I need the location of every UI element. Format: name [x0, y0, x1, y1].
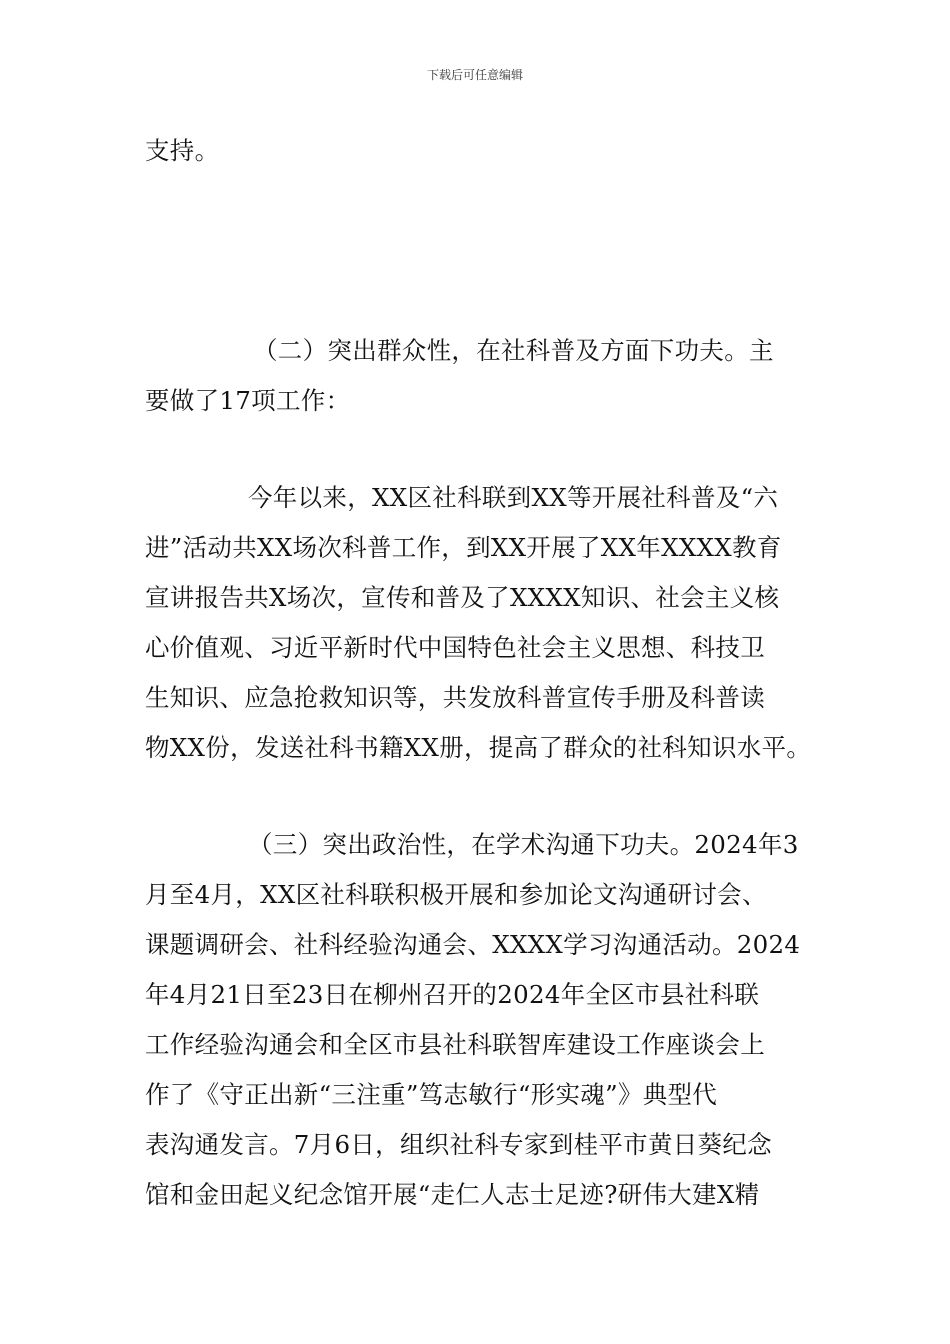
text-line: 支持。	[145, 136, 220, 165]
text-line: 月至4月，XX区社科联积极开展和参加论文沟通研讨会、	[145, 880, 767, 909]
text-line: （二）突出群众性，在社科普及方面下功夫。主	[253, 336, 774, 365]
text-line: 馆和金田起义纪念馆开展“走仁人志士足迹?研伟大建X精	[145, 1180, 760, 1209]
text-line: 心价值观、习近平新时代中国特色社会主义思想、科技卫	[145, 633, 765, 662]
page-header: 下载后可任意编辑	[426, 68, 523, 82]
text-line: 宣讲报告共X场次，宣传和普及了XXXX知识、社会主义核	[145, 583, 780, 612]
text-line: 进”活动共XX场次科普工作，到XX开展了XX年XXXX教育	[145, 533, 782, 562]
text-line: 年4月21日至23日在柳州召开的2024年全区市县社科联	[145, 980, 760, 1009]
text-line: 要做了17项工作：	[145, 386, 351, 415]
text-line: 课题调研会、社科经验沟通会、XXXX学习沟通活动。2024	[145, 930, 801, 959]
text-line: 生知识、应急抢救知识等，共发放科普宣传手册及科普读	[145, 683, 765, 712]
text-line: 今年以来，XX区社科联到XX等开展社科普及“六	[248, 483, 779, 512]
text-line: （三）突出政治性，在学术沟通下功夫。2024年3	[248, 830, 799, 859]
text-line: 工作经验沟通会和全区市县社科联智库建设工作座谈会上	[145, 1030, 765, 1059]
text-line: 表沟通发言。7月6日，组织社科专家到桂平市黄日葵纪念	[145, 1130, 772, 1159]
text-line: 物XX份，发送社科书籍XX册，提高了群众的社科知识水平。	[145, 733, 812, 762]
text-line: 作了《守正出新“三注重”笃志敏行“形实魂”》典型代	[145, 1080, 718, 1109]
